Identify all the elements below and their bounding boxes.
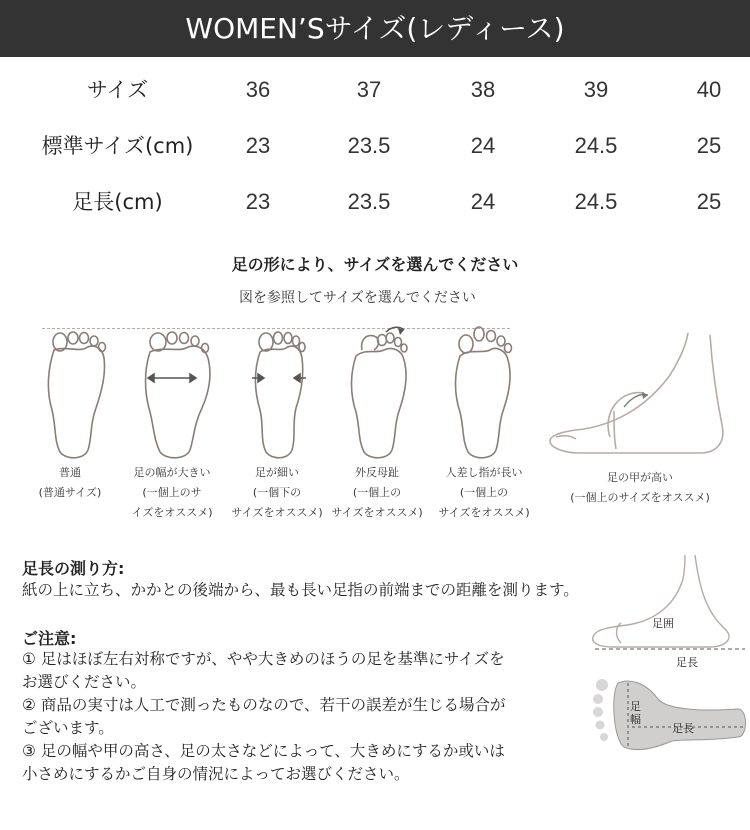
caption-line: (一個下の (252, 486, 302, 499)
table-cell: 24 (470, 133, 496, 158)
caption-line: サイズをオススメ) (438, 506, 530, 519)
foot-caption-hallux (322, 463, 432, 523)
table-cell: 37 (356, 77, 382, 102)
caption-line: (普通サイズ) (38, 486, 102, 499)
notes-title: ご注意: (22, 629, 77, 648)
row-label: サイズ (86, 78, 149, 102)
foot-shape-subheading: 図を参照してサイズを選んでください (239, 290, 476, 306)
note-line: 小さめにするかご自身の情況によってお選びください。 (22, 765, 410, 783)
foot-caption-long-toe (424, 463, 544, 523)
measurement-text: 紙の上に立ち、かかとの後端から、最も長い足指の前端までの距離を測ります。 (22, 581, 579, 599)
measurement-title: 足長の測り方: (22, 559, 125, 578)
row-label: 標準サイズ(cm) (41, 134, 194, 158)
table-cell: 23.5 (347, 133, 391, 158)
caption-line: 人差し指が長い (445, 466, 523, 479)
size-row (0, 126, 750, 166)
row-label: 足長(cm) (72, 190, 163, 214)
caption-line: (一個上のサ (142, 486, 202, 499)
caption-line: 足が細い (255, 466, 299, 479)
foot-shape-heading: 足の形により、サイズを選んでください (231, 255, 519, 274)
foot-side-measure-icon (585, 555, 750, 655)
foot-caption-normal (20, 463, 120, 503)
table-cell: 24.5 (574, 189, 618, 214)
caption-line: (一個上の (352, 486, 402, 499)
table-cell: 24.5 (574, 133, 618, 158)
size-row (0, 70, 750, 110)
table-cell: 36 (245, 77, 271, 102)
note-line: お選びください。 (22, 673, 147, 691)
caption-line: 外反母趾 (355, 466, 399, 479)
table-cell: 38 (470, 77, 496, 102)
page-title: WOMEN’Sサイズ(レディース) (185, 12, 565, 45)
high-instep-foot-icon (540, 325, 740, 465)
foot-caption-wide (112, 463, 232, 523)
label-foot-circumference: 足囲 (652, 617, 674, 630)
long-second-toe-foot-icon (446, 322, 526, 463)
caption-line: (一個上の (459, 486, 509, 499)
note-line: ございます。 (22, 719, 114, 737)
size-row (0, 182, 750, 222)
note-line: ③ 足の幅や甲の高さ、足の太さなどによって、大きめにするか或いは (22, 742, 505, 760)
caption-line: (一個上のサイズをオススメ) (570, 491, 710, 504)
table-cell: 40 (696, 77, 722, 102)
caption-line: 足の甲が高い (607, 471, 673, 484)
table-cell: 23 (245, 133, 271, 158)
foot-sole-measure-icon (588, 675, 750, 755)
label-foot-length-top: 足長 (676, 656, 698, 669)
table-cell: 25 (696, 189, 722, 214)
caption-line: 足の幅が大きい (133, 466, 211, 479)
caption-line: イズをオススメ) (131, 506, 213, 519)
table-cell: 24 (470, 189, 496, 214)
hallux-valgus-foot-icon (344, 322, 424, 463)
foot-caption-instep (540, 468, 740, 508)
narrow-foot-icon (244, 328, 324, 463)
label-foot-length-bottom: 足長 (672, 722, 694, 735)
note-line: ① 足はほぼ左右対称ですが、やや大きめのほうの足を基準にサイズを (22, 650, 505, 668)
table-cell: 23.5 (347, 189, 391, 214)
normal-foot-icon (40, 328, 120, 463)
caption-line: 普通 (59, 466, 81, 479)
table-cell: 39 (583, 77, 609, 102)
table-cell: 25 (696, 133, 722, 158)
wide-foot-icon (140, 328, 220, 463)
label-foot-width: 足幅 (630, 700, 641, 726)
table-cell: 23 (245, 189, 271, 214)
caption-line: サイズをオススメ) (331, 506, 423, 519)
caption-line: サイズをオススメ) (231, 506, 323, 519)
foot-caption-narrow (222, 463, 332, 523)
note-line: ② 商品の実寸は人工で測ったものなので、若干の誤差が生じる場合が (22, 696, 506, 714)
